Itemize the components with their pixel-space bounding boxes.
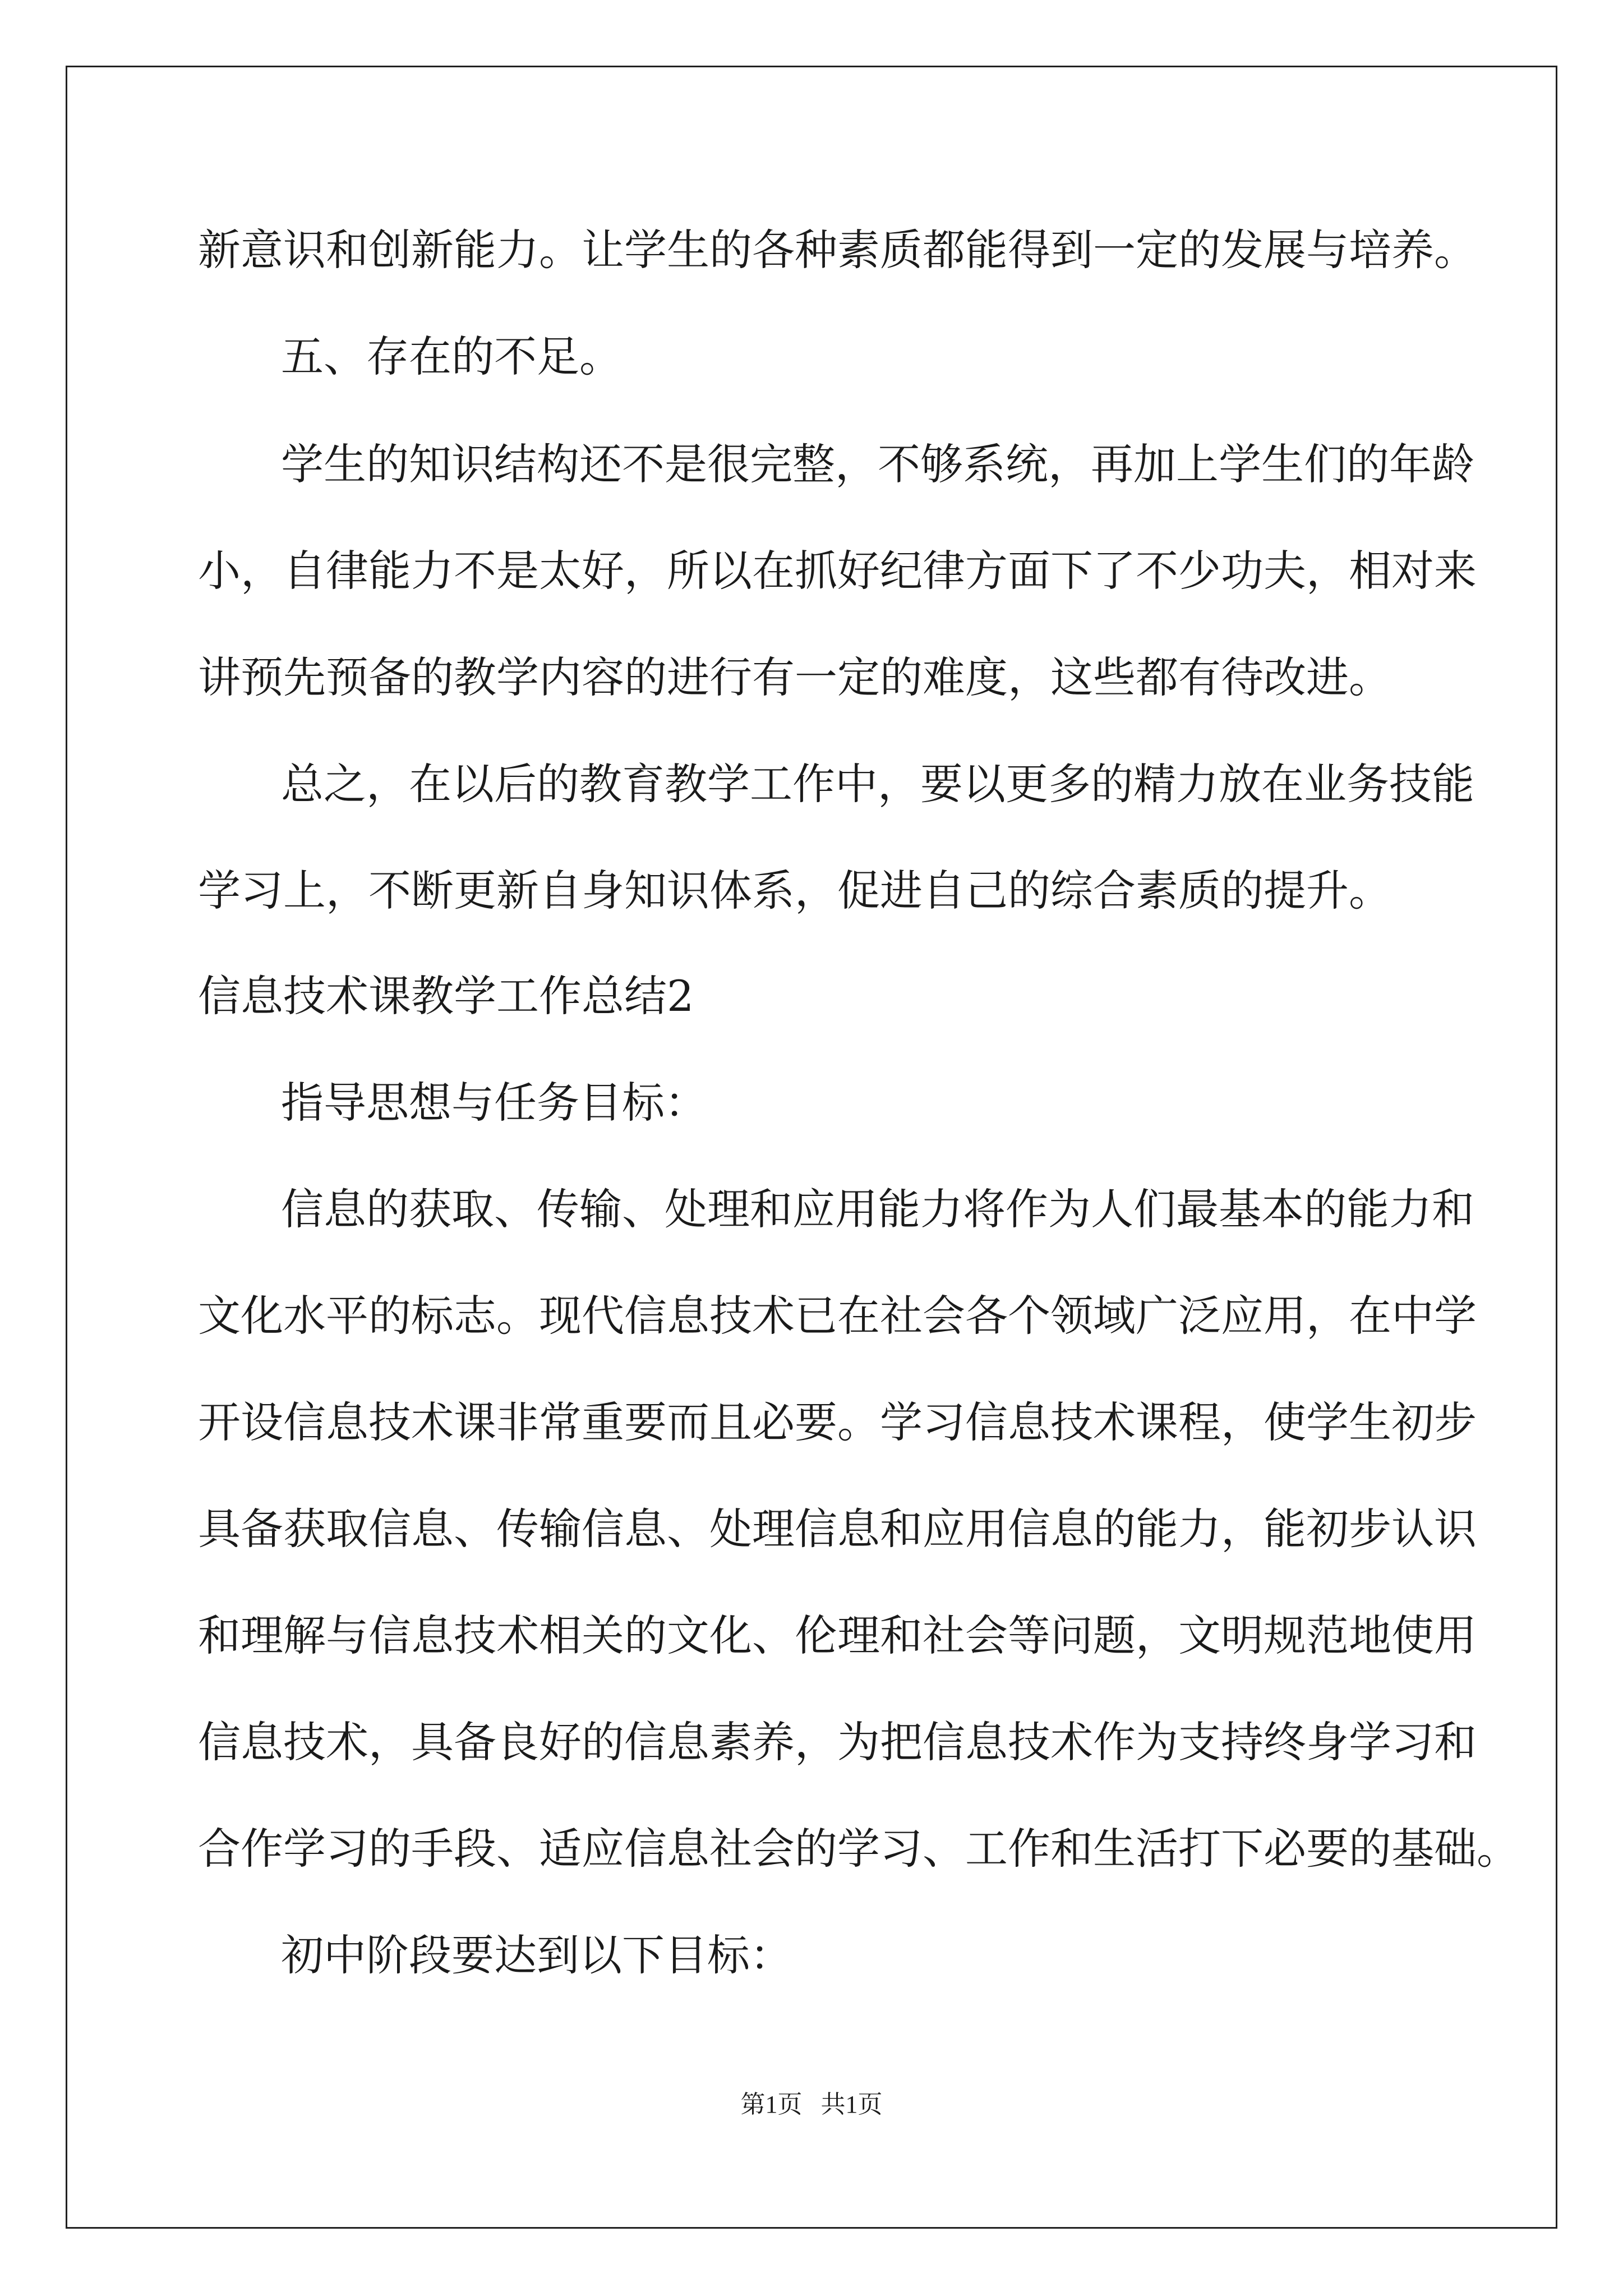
paragraph-text-line: 信息技术，具备良好的信息素养，为把信息技术作为支持终身学习和 (198, 1717, 1477, 1767)
paragraph-text-line: 开设信息技术课非常重要而且必要。学习信息技术课程，使学生初步 (198, 1397, 1477, 1447)
section-heading-5: 五、存在的不足。 (281, 332, 622, 381)
paragraph-text-line: 学习上，不断更新自身知识体系，促进自己的综合素质的提升。 (198, 866, 1391, 915)
paragraph-text-line: 小，自律能力不是太好，所以在抓好纪律方面下了不少功夫，相对来 (198, 546, 1477, 596)
paragraph-text-line: 讲预先预备的教学内容的进行有一定的难度，这些都有待改进。 (198, 652, 1391, 702)
paragraph-text-line: 学生的知识结构还不是很完整，不够系统，再加上学生们的年龄 (281, 439, 1474, 489)
section-title: 信息技术课教学工作总结2 (198, 971, 694, 1021)
paragraph-text-line: 初中阶段要达到以下目标： (281, 1930, 792, 1980)
page-footer-info: 第1页 共1页 (740, 2091, 883, 2118)
paragraph-text-line: 总之，在以后的教育教学工作中，要以更多的精力放在业务技能 (281, 759, 1474, 809)
paragraph-text-line: 合作学习的手段、适应信息社会的学习、工作和生活打下必要的基础。 (198, 1824, 1519, 1874)
paragraph-text-line: 信息的获取、传输、处理和应用能力将作为人们最基本的能力和 (281, 1184, 1474, 1234)
page-border (66, 66, 1557, 2229)
paragraph-text-line: 具备获取信息、传输信息、处理信息和应用信息的能力，能初步认识 (198, 1504, 1477, 1554)
paragraph-text-line: 新意识和创新能力。让学生的各种素质都能得到一定的发展与培养。 (198, 225, 1477, 275)
paragraph-text-line: 文化水平的标志。现代信息技术已在社会各个领域广泛应用，在中学 (198, 1291, 1477, 1341)
paragraph-text-line: 和理解与信息技术相关的文化、伦理和社会等问题，文明规范地使用 (198, 1611, 1477, 1660)
subheading: 指导思想与任务目标： (281, 1078, 707, 1128)
